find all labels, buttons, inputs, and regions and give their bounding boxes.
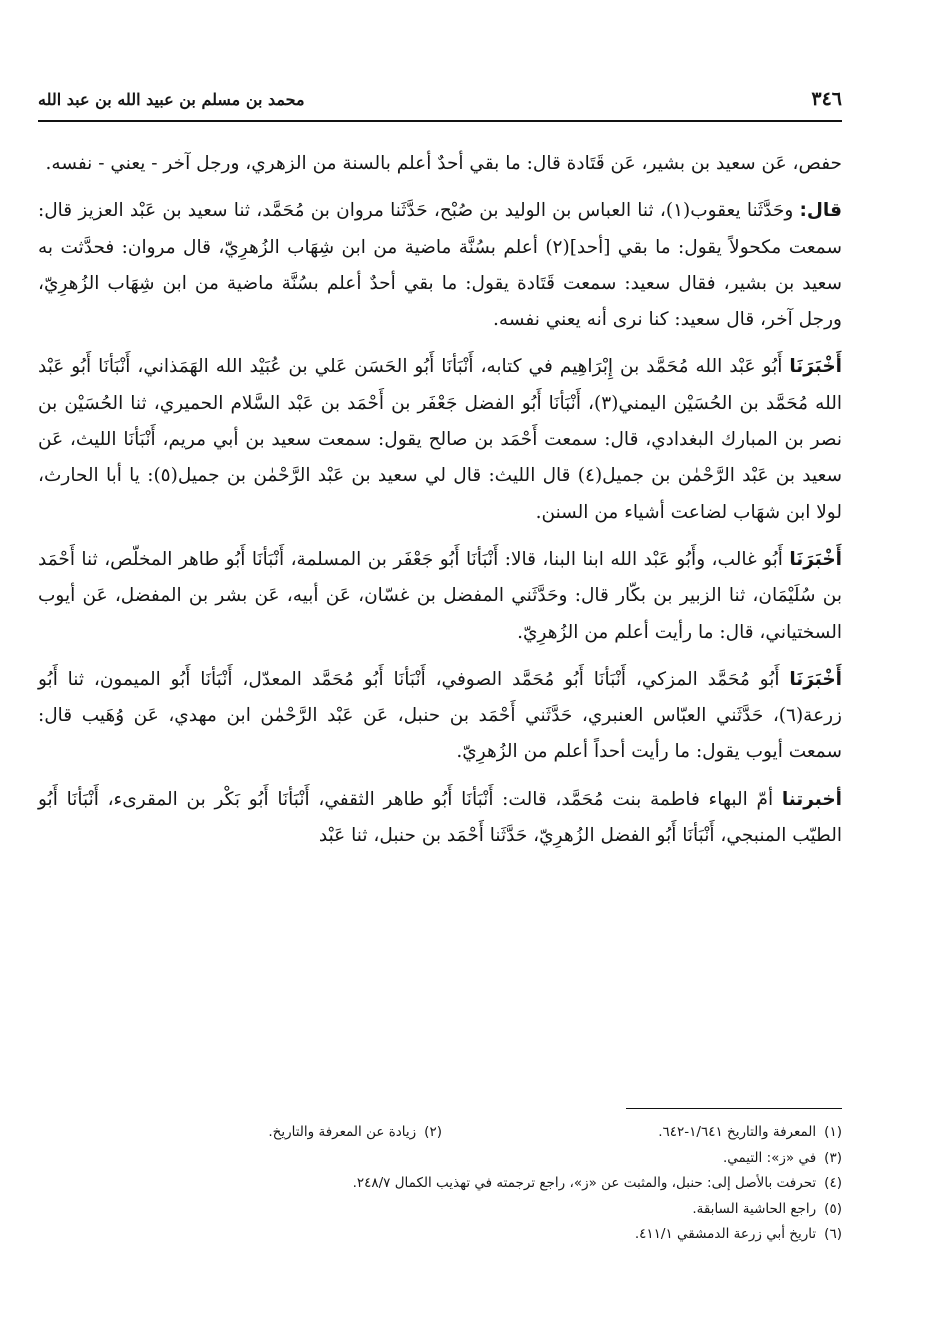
footnote-row <box>38 1146 842 1172</box>
page-number: ٣٤٦ <box>811 88 842 110</box>
footnote-number: (٣) <box>824 1149 842 1166</box>
paragraph-text: أَبُو مُحَمَّد المزكي، أَنْبَأنَا أَبُو مُحَمَّد الصوفي، أَنْبَأنَا أَبُو مُحَمَّد المعدّل، أَنْبَأنَا أَبُو الميمون، ثنا أَبُو زرعة(٦)، حَدَّثَني العبّاس العنبري، حَدَّثَني أَحْمَد بن حنبل، عَن عَبْد الرَّحْمٰن ابن مهدي، عَن وُهَيب قال: سمعت أيوب يقول: ما رأيت أحداً أعلم من الزُهرِيّ. <box>38 668 842 763</box>
footnote-divider <box>626 1108 842 1109</box>
footnote-number: (٤) <box>824 1175 842 1191</box>
footnote <box>723 1146 842 1172</box>
paragraph <box>38 542 842 651</box>
paragraph-lead: أَخْبَرَنَا <box>789 356 842 378</box>
footnote-row <box>38 1171 842 1197</box>
footnote-text: المعرفة والتاريخ ١/٦٤١-٦٤٢. <box>658 1124 817 1140</box>
footnote-row <box>38 1120 842 1146</box>
paragraph <box>38 193 842 338</box>
book-page <box>38 0 842 1340</box>
footnote-number: (٥) <box>824 1200 842 1217</box>
footnote <box>692 1197 842 1223</box>
paragraph-text: حفص، عَن سعيد بن بشير، عَن قَتَادة قال: ما بقي أحدٌ أعلم بالسنة من الزهري، ورجل آخر - يعني - نفسه. <box>45 153 842 174</box>
header-divider <box>38 120 842 122</box>
footnote <box>442 1120 842 1146</box>
footnote-text: في «ز»: التيمي. <box>722 1149 817 1166</box>
paragraph-lead: أَخْبَرَنَا <box>789 668 842 690</box>
main-text <box>38 146 842 854</box>
paragraph-text: أمّ البهاء فاطمة بنت مُحَمَّد، قالت: أَنْبَأنَا أَبُو طاهر الثقفي، أَنْبَأنَا أَبُو بَكْر بن المقرىء، أَنْبَأنَا أَبُو الطيّب المنبجي، أَنْبَأنَا أَبُو الفضل الزُهرِيّ، حَدَّثَنا أَحْمَد بن حنبل، ثنا عَبْد <box>38 788 842 847</box>
footnote-number: (١) <box>824 1124 842 1140</box>
page-header <box>38 82 842 116</box>
footnote-row <box>38 1197 842 1223</box>
footnote <box>635 1222 842 1248</box>
paragraph-text: أَبُو عَبْد الله مُحَمَّد بن إِبْرَاهِيم في كتابه، أَنْبَأنَا أَبُو الحَسَن عَلي بن عُبَيْد الله الهَمَذاني، أَنْبَأنَا أَبُو عَبْد الله مُحَمَّد بن الحُسَيْن اليمني(٣)، أَنْبَأنَا أَبُو الفضل جَعْفَر بن أَحْمَد بن عَبْد السَّلام الحميري، ثنا الحُسَيْن بن نصر بن المبارك البغدادي، قال: سمعت أَحْمَد بن صالح يقول: سمعت سعيد بن أبي مريم، أَنْبَأنَا الليث، عَن سعيد بن عَبْد الرَّحْمٰن بن جميل(٤) قال الليث: قال لي سعيد بن عَبْد الرَّحْمٰن بن جميل(٥): يا أبا الحارث، لولا ابن شهَاب لضاعت أشياء من السنن. <box>38 356 843 523</box>
paragraph-text: وحَدَّثَنا يعقوب(١)، ثنا العباس بن الوليد بن صُبْح، حَدَّثَنا مروان بن مُحَمَّد، ثنا سعيد بن عَبْد العزيز قال: سمعت مكحولاً يقول: ما بقي [أحد](٢) أعلم بسُنَّة ماضية من ابن شِهَاب الزُهرِيّ، قال مروان: فحدَّثت به سعيد بن بشير، فقال سعيد: سمعت قَتَادة يقول: ما بقي أحدٌ أعلم بسُنَّة ماضية من ابن شِهَاب الزُهرِيّ، ورجل آخر، قال سعيد: كنا نرى أنه يعني نفسه. <box>38 200 842 331</box>
paragraph <box>38 662 842 771</box>
footnote-text: راجع الحاشية السابقة. <box>692 1200 817 1217</box>
footnote-number: (٢) <box>424 1124 442 1140</box>
paragraph <box>38 349 842 530</box>
footnote-text: تحرفت بالأصل إلى: حنبل، والمثبت عن «ز»، راجع ترجمته في تهذيب الكمال ٢٤٨/٧. <box>352 1175 817 1191</box>
paragraph-lead: قال: <box>799 200 842 222</box>
footnote-number: (٦) <box>824 1226 842 1242</box>
paragraph-lead: أَخْبَرَنَا <box>789 548 842 570</box>
paragraph-lead: أخبرتنا <box>781 788 842 810</box>
footnote-row <box>38 1222 842 1248</box>
footnote-text: تاريخ أبي زرعة الدمشقي ٤١١/١. <box>634 1226 817 1242</box>
footnotes <box>38 1120 842 1248</box>
paragraph <box>38 782 842 855</box>
footnote-text: زيادة عن المعرفة والتاريخ. <box>268 1124 417 1140</box>
footnote <box>353 1171 842 1197</box>
running-title: محمد بن مسلم بن عبيد الله بن عبد الله <box>38 89 305 109</box>
footnote <box>268 1120 442 1146</box>
paragraph-text: أَبُو غالب، وأَبُو عَبْد الله ابنا البنا، قالا: أَنْبَأنَا أَبُو جَعْفَر بن المسلمة، أَنْبَأنَا أَبُو طاهر المخلّص، ثنا أَحْمَد بن سُلَيْمَان، ثنا الزبير بن بكّار قال: وحَدَّثَني المفضل بن غسّان، عَن أبيه، عَن بشر بن المفضل، عَن أيوب السختياني، قال: ما رأيت أعلم من الزُهرِيّ. <box>38 548 842 643</box>
paragraph <box>38 146 842 182</box>
